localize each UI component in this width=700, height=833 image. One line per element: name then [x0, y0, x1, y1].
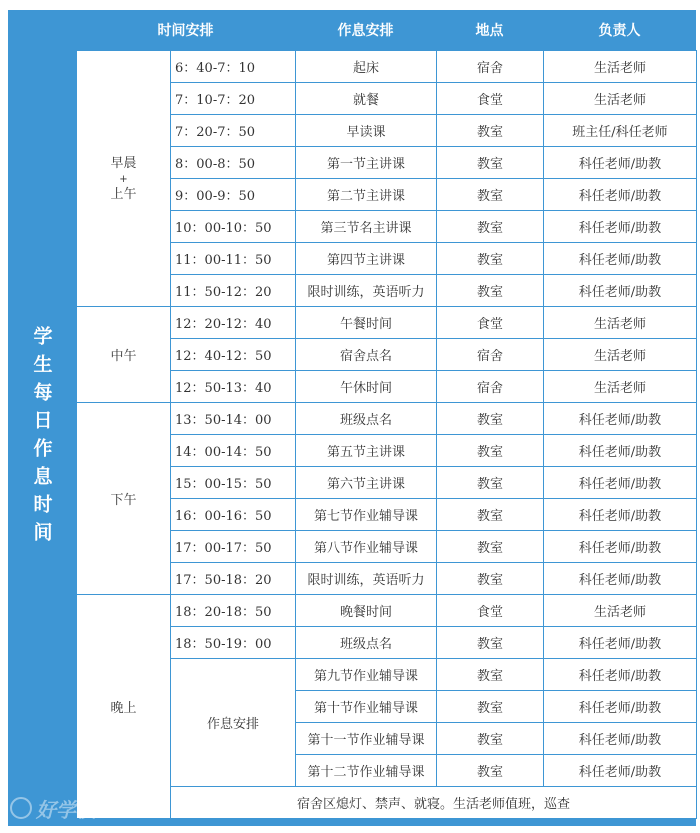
- place-cell: 教室: [437, 691, 544, 723]
- activity-cell: 午休时间: [296, 371, 437, 403]
- activity-cell: 就餐: [296, 83, 437, 115]
- watermark-text: 好学校: [36, 797, 96, 822]
- period-morning-plus: +: [119, 173, 128, 185]
- place-cell: 教室: [437, 531, 544, 563]
- activity-cell: 早读课: [296, 115, 437, 147]
- owner-cell: 科任老师/助教: [544, 403, 697, 435]
- side-title: 学生每日作息时间: [30, 326, 53, 550]
- time-cell: 12：40-12：50: [171, 339, 296, 371]
- owner-cell: 生活老师: [544, 339, 697, 371]
- activity-cell: 第十节作业辅导课: [296, 691, 437, 723]
- table-row: [77, 51, 697, 83]
- owner-cell: 科任老师/助教: [544, 627, 697, 659]
- time-cell: 11：00-11：50: [171, 243, 296, 275]
- activity-cell: 晚餐时间: [296, 595, 437, 627]
- side-title-column: [8, 50, 76, 826]
- activity-cell: 第一节主讲课: [296, 147, 437, 179]
- activity-cell: 午餐时间: [296, 307, 437, 339]
- owner-cell: 科任老师/助教: [544, 563, 697, 595]
- time-cell: 17：00-17：50: [171, 531, 296, 563]
- period-evening: 晚上: [77, 595, 171, 819]
- place-cell: 食堂: [437, 595, 544, 627]
- evening-time-label: 作息安排: [171, 659, 296, 787]
- owner-cell: 生活老师: [544, 83, 697, 115]
- period-afternoon: 下午: [77, 403, 171, 595]
- activity-cell: 限时训练，英语听力: [296, 563, 437, 595]
- time-cell: 13：50-14：00: [171, 403, 296, 435]
- time-cell: 12：50-13：40: [171, 371, 296, 403]
- time-cell: 9：00-9：50: [171, 179, 296, 211]
- owner-cell: 科任老师/助教: [544, 275, 697, 307]
- period-morning-label-a: 早晨: [110, 155, 137, 171]
- table-row: [77, 403, 697, 435]
- place-cell: 教室: [437, 755, 544, 787]
- place-cell: 食堂: [437, 307, 544, 339]
- time-cell: 16：00-16：50: [171, 499, 296, 531]
- time-cell: 6：40-7：10: [171, 51, 296, 83]
- activity-cell: 第十二节作业辅导课: [296, 755, 437, 787]
- schedule-table: [76, 50, 697, 819]
- place-cell: 教室: [437, 403, 544, 435]
- activity-cell: 班级点名: [296, 627, 437, 659]
- owner-cell: 生活老师: [544, 307, 697, 339]
- activity-cell: 宿舍点名: [296, 339, 437, 371]
- owner-cell: 生活老师: [544, 371, 697, 403]
- header-activity: 作息安排: [337, 23, 394, 39]
- activity-cell: 起床: [296, 51, 437, 83]
- period-morning-label-b: 上午: [110, 186, 137, 202]
- owner-cell: 科任老师/助教: [544, 755, 697, 787]
- owner-cell: 科任老师/助教: [544, 179, 697, 211]
- time-cell: 15：00-15：50: [171, 467, 296, 499]
- activity-cell: 第三节名主讲课: [296, 211, 437, 243]
- place-cell: 教室: [437, 211, 544, 243]
- place-cell: 教室: [437, 243, 544, 275]
- activity-cell: 第九节作业辅导课: [296, 659, 437, 691]
- time-cell: 12：20-12：40: [171, 307, 296, 339]
- place-cell: 食堂: [437, 83, 544, 115]
- owner-cell: 科任老师/助教: [544, 691, 697, 723]
- place-cell: 教室: [437, 179, 544, 211]
- place-cell: 宿舍: [437, 339, 544, 371]
- footer-note: 宿舍区熄灯、禁声、就寝。生活老师值班，巡查: [171, 787, 697, 819]
- owner-cell: 科任老师/助教: [544, 435, 697, 467]
- activity-cell: 第五节主讲课: [296, 435, 437, 467]
- time-cell: 18：20-18：50: [171, 595, 296, 627]
- header-place: 地点: [475, 23, 504, 39]
- activity-cell: 第四节主讲课: [296, 243, 437, 275]
- owner-cell: 科任老师/助教: [544, 499, 697, 531]
- owner-cell: 科任老师/助教: [544, 467, 697, 499]
- owner-cell: 科任老师/助教: [544, 531, 697, 563]
- watermark: [10, 790, 130, 826]
- time-cell: 11：50-12：20: [171, 275, 296, 307]
- place-cell: 教室: [437, 435, 544, 467]
- activity-cell: 限时训练，英语听力: [296, 275, 437, 307]
- place-cell: 教室: [437, 275, 544, 307]
- place-cell: 教室: [437, 659, 544, 691]
- owner-cell: 科任老师/助教: [544, 243, 697, 275]
- activity-cell: 第十一节作业辅导课: [296, 723, 437, 755]
- activity-cell: 班级点名: [296, 403, 437, 435]
- time-cell: 7：20-7：50: [171, 115, 296, 147]
- place-cell: 教室: [437, 723, 544, 755]
- place-cell: 教室: [437, 499, 544, 531]
- owner-cell: 生活老师: [544, 51, 697, 83]
- activity-cell: 第七节作业辅导课: [296, 499, 437, 531]
- owner-cell: 班主任/科任老师: [544, 115, 697, 147]
- owner-cell: 科任老师/助教: [544, 147, 697, 179]
- owner-cell: 科任老师/助教: [544, 723, 697, 755]
- place-cell: 教室: [437, 563, 544, 595]
- place-cell: 教室: [437, 115, 544, 147]
- time-cell: 10：00-10：50: [171, 211, 296, 243]
- activity-cell: 第八节作业辅导课: [296, 531, 437, 563]
- owner-cell: 科任老师/助教: [544, 211, 697, 243]
- place-cell: 教室: [437, 467, 544, 499]
- period-morning: [77, 51, 171, 307]
- place-cell: 教室: [437, 627, 544, 659]
- period-noon: 中午: [77, 307, 171, 403]
- owner-cell: 生活老师: [544, 595, 697, 627]
- place-cell: 教室: [437, 147, 544, 179]
- activity-cell: 第六节主讲课: [296, 467, 437, 499]
- owner-cell: 科任老师/助教: [544, 659, 697, 691]
- time-cell: 14：00-14：50: [171, 435, 296, 467]
- table-row: [77, 595, 697, 627]
- time-cell: 7：10-7：20: [171, 83, 296, 115]
- watermark-logo-icon: [10, 797, 32, 819]
- time-cell: 8：00-8：50: [171, 147, 296, 179]
- time-cell: 17：50-18：20: [171, 563, 296, 595]
- place-cell: 宿舍: [437, 51, 544, 83]
- header-time: 时间安排: [157, 23, 214, 39]
- place-cell: 宿舍: [437, 371, 544, 403]
- time-cell: 18：50-19：00: [171, 627, 296, 659]
- header-owner: 负责人: [598, 23, 641, 39]
- table-row: [77, 307, 697, 339]
- activity-cell: 第二节主讲课: [296, 179, 437, 211]
